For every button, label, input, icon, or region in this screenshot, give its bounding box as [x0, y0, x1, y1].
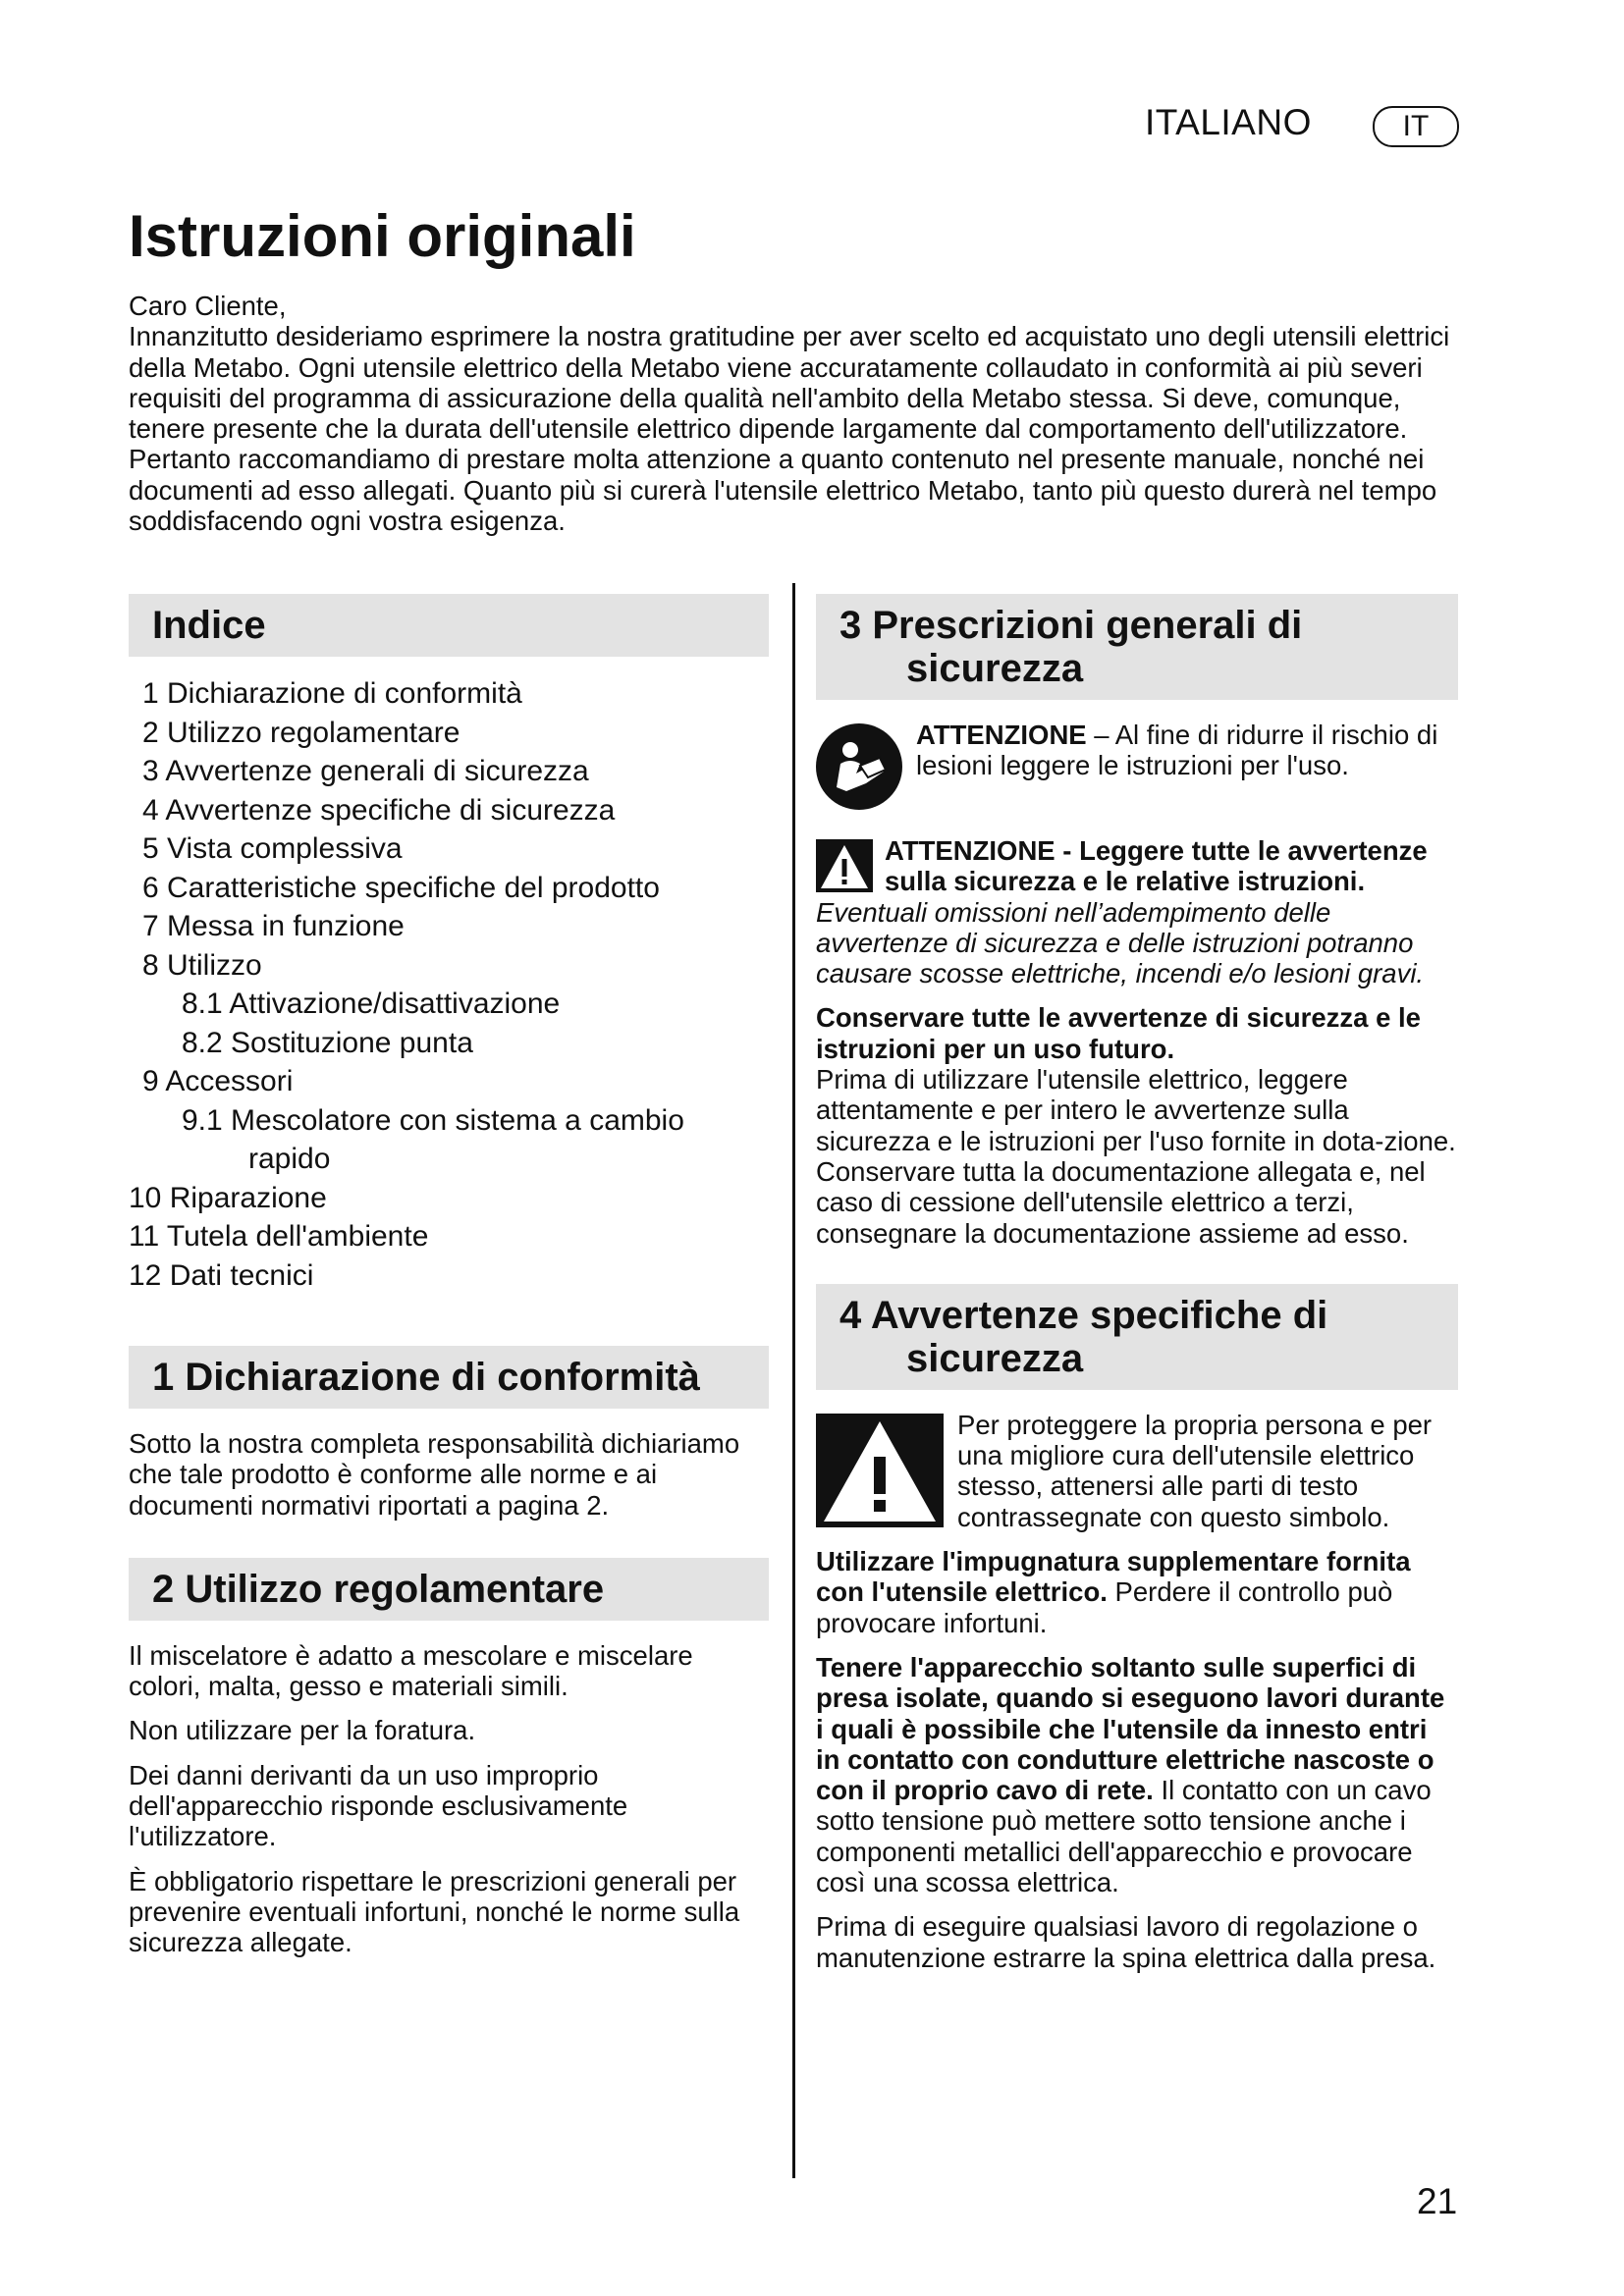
section4-p3: Prima di eseguire qualsiasi lavoro di regolazione o manutenzione estrarre la spina elettrica dalla presa. — [816, 1911, 1436, 1973]
right-column — [816, 594, 1458, 1987]
toc-item[interactable]: 7 Messa in funzione — [142, 910, 405, 942]
toc-item[interactable]: 12 Dati tecnici — [129, 1258, 314, 1292]
attention2-bold: ATTENZIONE - Leggere tutte le avvertenze sulla sicurezza e le relative istruzioni. — [885, 835, 1428, 897]
section2-paragraph: È obbligatorio rispettare le prescrizioni generali per prevenire eventuali infortuni, nonché le norme sulla sicurezza allegate. — [129, 1865, 740, 1958]
toc-subitem[interactable]: 8.2 Sostituzione punta — [182, 1026, 473, 1059]
section3-heading-line2: sicurezza — [906, 647, 1084, 690]
section2-paragraph: Il miscelatore è adatto a mescolare e miscelare colori, malta, gesso e materiali simili. — [129, 1639, 693, 1702]
intro-greeting: Caro Cliente, — [129, 291, 287, 321]
toc-item[interactable]: 3 Avvertenze generali di sicurezza — [142, 755, 589, 787]
language-label: ITALIANO — [1145, 102, 1312, 142]
toc-item[interactable]: 6 Caratteristiche specifiche del prodotto — [142, 871, 660, 904]
index-heading: Indice — [129, 594, 769, 657]
attention2 — [816, 835, 1458, 988]
symbol-notice — [816, 1410, 1458, 1532]
toc-subitem-line1: 9.1 Mescolatore con sistema a cambio — [182, 1103, 684, 1137]
intro-text: Innanzitutto desideriamo esprimere la nostra gratitudine per aver scelto ed acquistato uno degli utensili elettrici della Metabo. Ogni utensile elettrico della Metabo viene accuratamente collaudato in conformità ai più severi requisiti del programma di assicurazione della qualità nell'ambito della Metabo stessa. Si deve, comunque, tenere presente che la durata dell'utensile elettrico dipende largamente dal comportamento dell'utilizzatore. Pertanto raccomandiamo di prestare molta attenzione a quanto contenuto nel presente manuale, nonché nei documenti ad esso allegati. Quanto più si curerà l'utensile elettrico Metabo, tanto più questo durerà nel tempo soddisfacendo ogni vostra esigenza. — [129, 321, 1450, 537]
section1-body — [129, 1428, 769, 1521]
section1-text: Sotto la nostra completa responsabilità dichiariamo che tale prodotto è conforme alle norme e ai documenti normativi riportati a pagina 2. — [129, 1428, 740, 1521]
left-column — [129, 594, 769, 1972]
warning-triangle-icon — [816, 1414, 944, 1527]
section4-p1-text: Perdere il controllo può provocare infortuni. — [816, 1576, 1393, 1638]
attention2-italic: Eventuali omissioni nell’adempimento delle avvertenze di sicurezza e delle istruzioni potranno causare scosse elettriche, incendi e/o lesioni gravi. — [816, 896, 1425, 989]
section4-p1-bold: Utilizzare l'impugnatura supplementare fornita con l'utensile elettrico. — [816, 1546, 1411, 1608]
section4-heading-line1: 4 Avvertenze specifiche di — [839, 1293, 1328, 1337]
toc-item[interactable]: 10 Riparazione — [129, 1181, 327, 1214]
section2-paragraph: Dei danni derivanti da un uso improprio dell'apparecchio risponde esclusivamente l'utilizzatore. — [129, 1759, 628, 1852]
toc-subitem[interactable] — [129, 1101, 769, 1179]
read-manual-icon — [816, 723, 902, 810]
section4-body — [816, 1410, 1458, 1973]
table-of-contents — [129, 674, 769, 1295]
toc-item[interactable]: 4 Avvertenze specifiche di sicurezza — [142, 793, 616, 827]
attention1-label: ATTENZIONE — [916, 720, 1087, 750]
warning-triangle-icon — [816, 839, 873, 892]
toc-item[interactable]: 5 Vista complessiva — [142, 832, 403, 865]
language-badge: IT — [1373, 106, 1459, 147]
section1-heading: 1 Dichiarazione di conformità — [129, 1346, 769, 1409]
toc-subitem-line2: rapido — [248, 1143, 331, 1175]
attention1-text: – Al fine di ridurre il rischio di lesioni leggere le istruzioni per l'uso. — [916, 720, 1438, 781]
keep-instructions-bold: Conservare tutte le avvertenze di sicurezza e le istruzioni per un uso futuro. — [816, 1002, 1421, 1064]
toc-subitem[interactable]: 8.1 Attivazione/disattivazione — [182, 988, 561, 1020]
column-divider — [792, 583, 795, 2178]
toc-item[interactable]: 11 Tutela dell'ambiente — [129, 1220, 429, 1253]
section3-heading-line1: 3 Prescrizioni generali di — [839, 604, 1303, 647]
toc-item[interactable]: 9 Accessori — [142, 1065, 294, 1097]
page-title: Istruzioni originali — [129, 203, 636, 269]
read-manual-warning — [816, 720, 1458, 810]
toc-item[interactable]: 2 Utilizzo regolamentare — [142, 716, 460, 749]
section2-paragraph: Non utilizzare per la foratura. — [129, 1715, 476, 1746]
section4-heading — [816, 1284, 1458, 1390]
section2-body — [129, 1640, 769, 1958]
section4-p2-bold: Tenere l'apparecchio soltanto sulle superfici di presa isolate, quando si eseguono lavori durante i quali è possibile che l'utensile da innesto entri in contatto con condutture elettriche nascoste o con il proprio cavo di rete. — [816, 1651, 1445, 1806]
toc-item[interactable]: 1 Dichiarazione di conformità — [142, 677, 522, 710]
section4-paragraph — [816, 1546, 1458, 1638]
section4-paragraph — [816, 1652, 1458, 1897]
keep-instructions — [816, 1002, 1458, 1248]
section3-heading — [816, 594, 1458, 700]
section4-p2-text: Il contatto con un cavo sotto tensione può mettere sotto tensione anche i componenti metallici dell'apparecchio e provocare così una scossa elettrica. — [816, 1775, 1432, 1898]
symbol-notice-text: Per proteggere la propria persona e per una migliore cura dell'utensile elettrico stesso, attenersi alle parti di testo contrassegnate con questo simbolo. — [957, 1409, 1433, 1532]
page-number: 21 — [1417, 2181, 1458, 2221]
intro — [129, 291, 1459, 536]
section4-heading-line2: sicurezza — [906, 1336, 1084, 1380]
section3-body — [816, 720, 1458, 1249]
toc-item[interactable]: 8 Utilizzo — [142, 948, 262, 982]
keep-instructions-text: Prima di utilizzare l'utensile elettrico, leggere attentamente e per intero le avvertenze sulla sicurezza e le istruzioni per l'uso fornite in dota-zione. Conservare tutta la documentazione allegata e, nel caso di cessione dell'utensile elettrico a terzi, consegnare la documentazione assieme ad esso. — [816, 1064, 1456, 1249]
section2-heading: 2 Utilizzo regolamentare — [129, 1558, 769, 1621]
